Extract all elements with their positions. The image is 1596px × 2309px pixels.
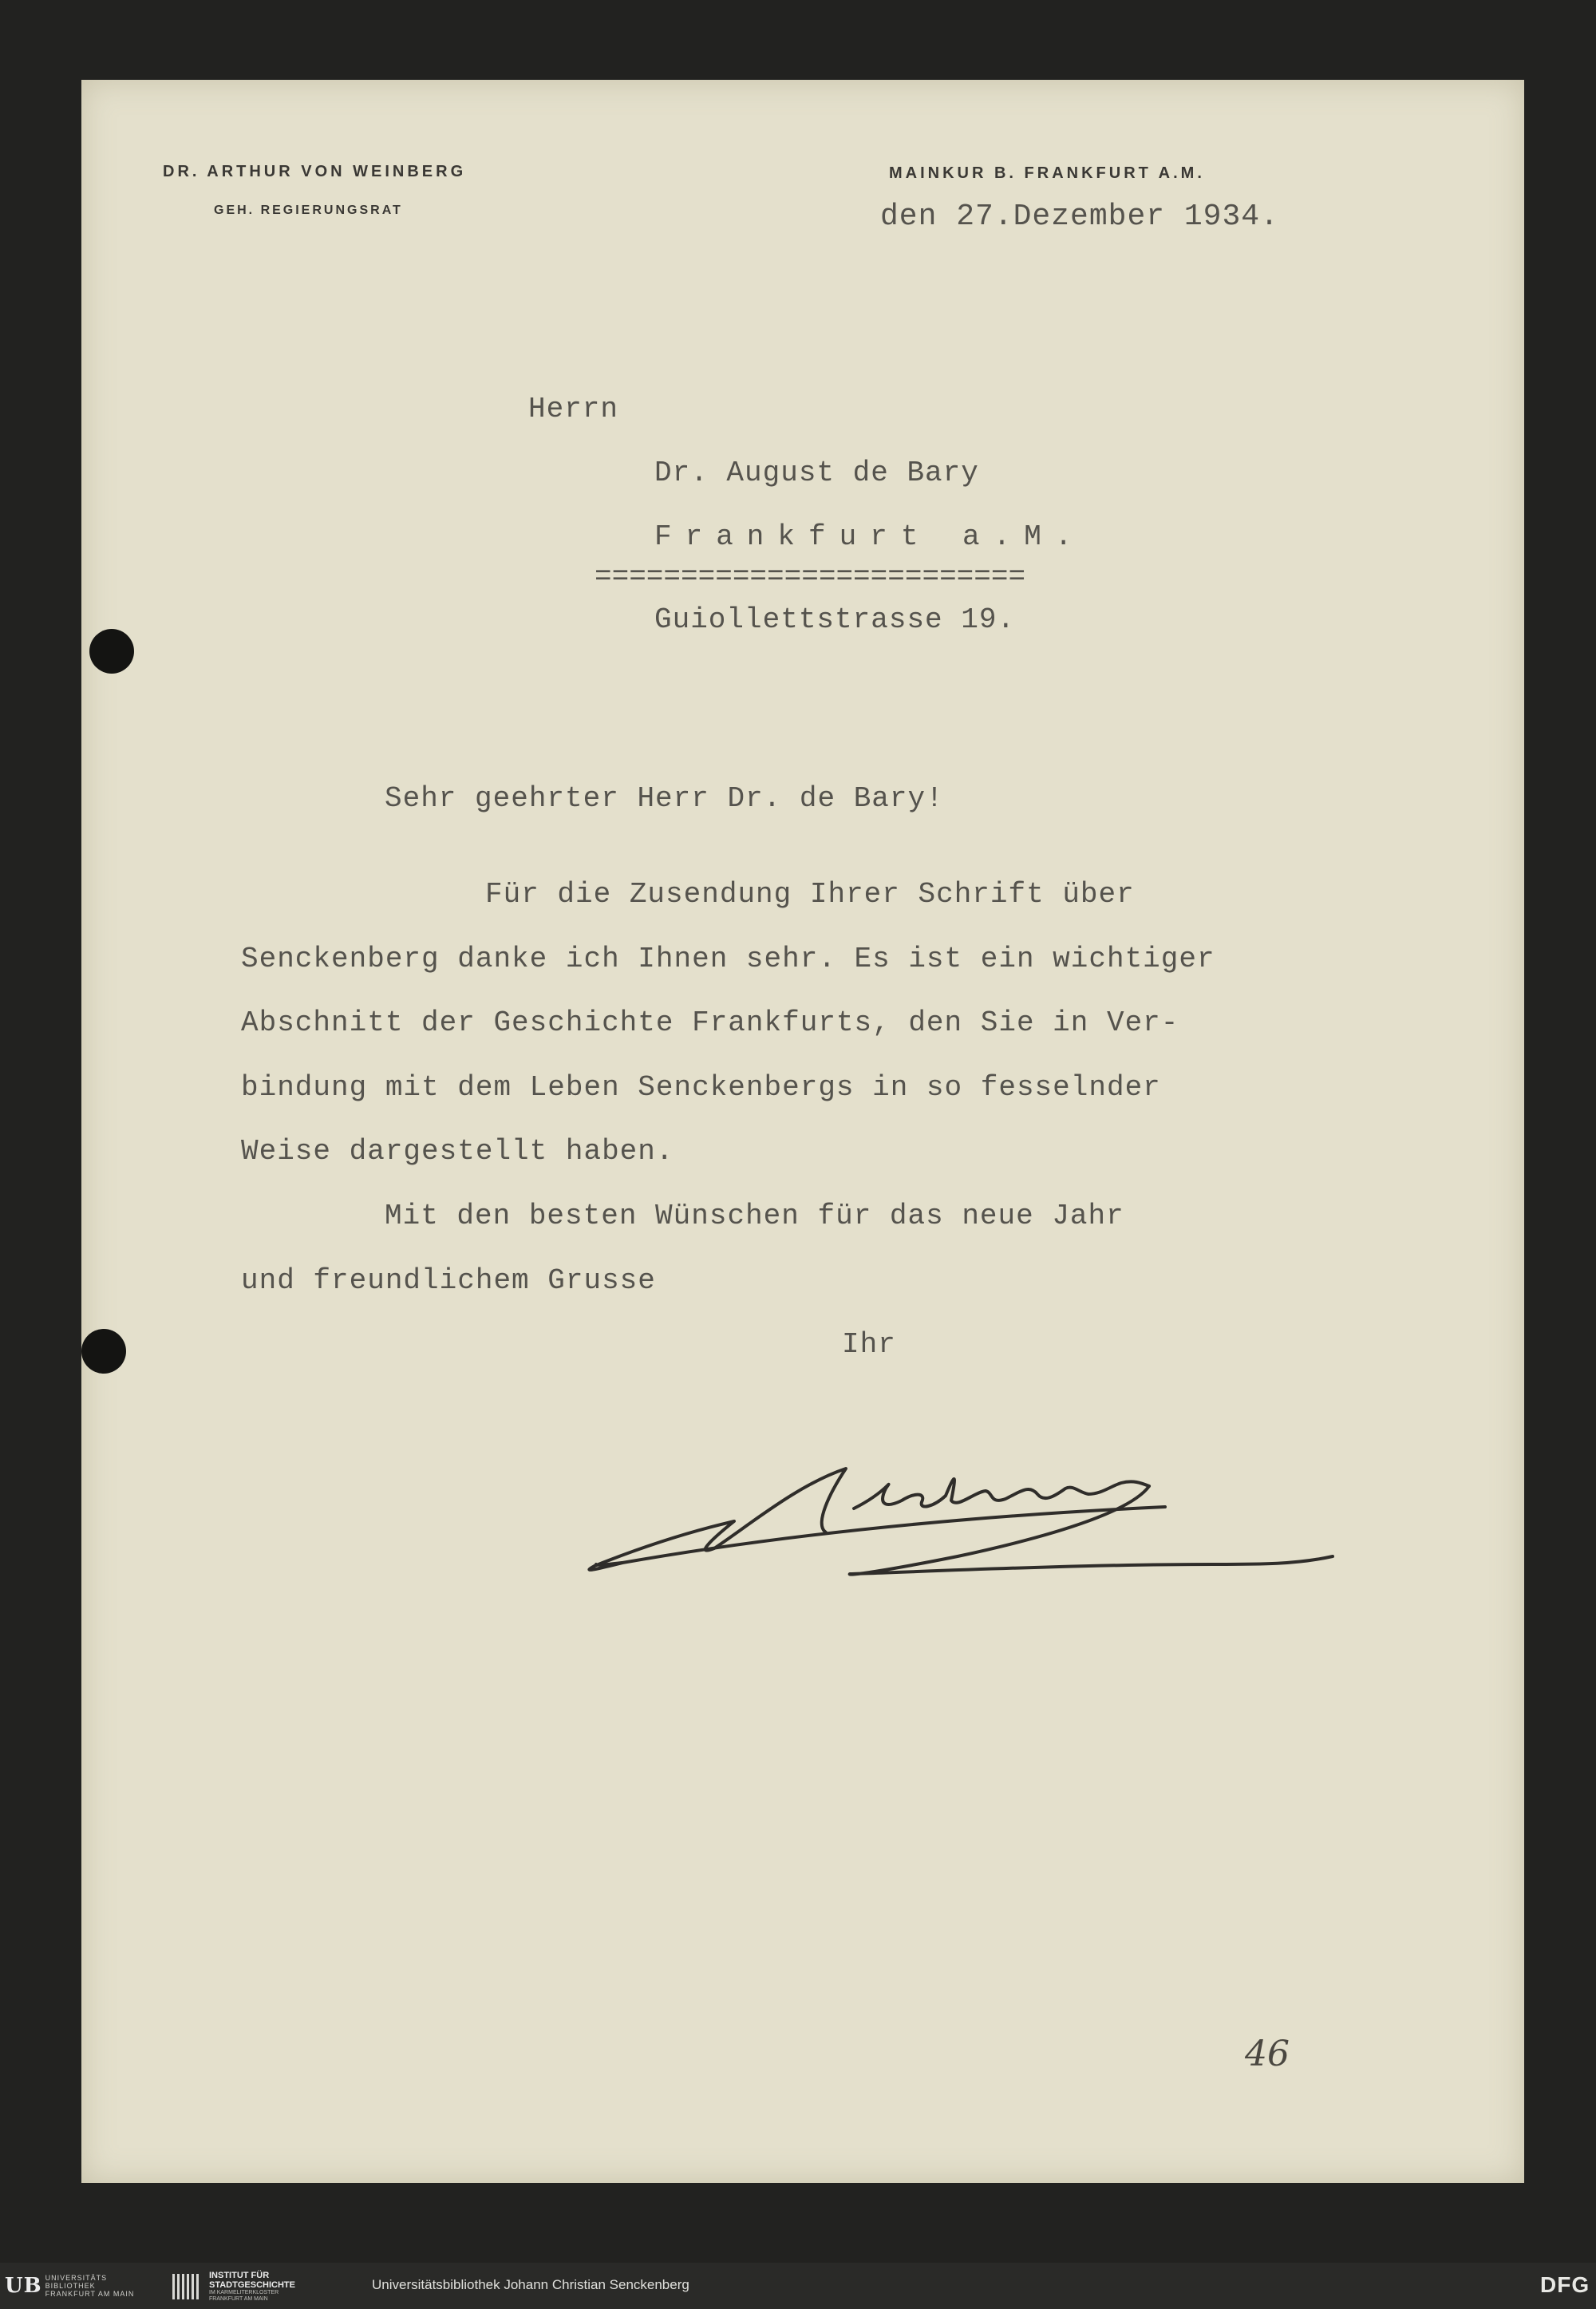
- ub-logo-text-line: FRANKFURT AM MAIN: [45, 2290, 135, 2298]
- letter-date: den 27.Dezember 1934.: [880, 200, 1279, 234]
- letterhead-title: GEH. REGIERUNGSRAT: [214, 204, 403, 217]
- salutation: Sehr geehrter Herr Dr. de Bary!: [385, 782, 944, 815]
- ub-logo[interactable]: [5, 2272, 134, 2299]
- punch-hole: [89, 629, 134, 674]
- isg-logo-line: FRANKFURT AM MAIN: [209, 2296, 268, 2302]
- closing: Ihr: [842, 1328, 896, 1361]
- address-street: Guiollettstrasse 19.: [654, 603, 1016, 636]
- ub-logo-text-line: UNIVERSITÄTS: [45, 2274, 108, 2282]
- address-city: Frankfurt a.M.: [654, 520, 1086, 553]
- letterhead-name: DR. ARTHUR VON WEINBERG: [163, 163, 467, 180]
- isg-logo-line: IM KARMELITERKLOSTER: [209, 2290, 279, 2295]
- ub-logo-text: [45, 2274, 135, 2298]
- viewer-footer-bar: [0, 2263, 1596, 2309]
- ub-logo-mark: UB: [5, 2274, 42, 2298]
- body-line: Weise dargestellt haben.: [241, 1135, 674, 1168]
- letterhead-place: MAINKUR B. FRANKFURT A.M.: [889, 164, 1205, 182]
- isg-logo-line: INSTITUT FÜR: [209, 2271, 270, 2280]
- isg-logo-line: STADTGESCHICHTE: [209, 2280, 295, 2290]
- address-underline: =========================: [595, 560, 1026, 593]
- ub-logo-text-line: BIBLIOTHEK: [45, 2282, 96, 2290]
- isg-logo-text: [209, 2271, 295, 2303]
- dfg-logo[interactable]: DFG: [1540, 2272, 1590, 2297]
- body-line: Mit den besten Wünschen für das neue Jahr: [385, 1200, 1124, 1232]
- handwritten-signature: [511, 1445, 1349, 1604]
- address-herrn: Herrn: [528, 393, 619, 425]
- body-line: Senckenberg danke ich Ihnen sehr. Es ist ein wichtiger: [241, 943, 1215, 975]
- punch-hole: [81, 1329, 126, 1374]
- isg-logo[interactable]: [171, 2271, 295, 2303]
- address-recipient: Dr. August de Bary: [654, 457, 979, 489]
- isg-logo-icon: [171, 2272, 204, 2301]
- letter-sheet: [81, 80, 1524, 2183]
- body-line: Abschnitt der Geschichte Frankfurts, den Sie in Ver-: [241, 1006, 1179, 1039]
- body-line: Für die Zusendung Ihrer Schrift über: [485, 878, 1135, 911]
- folio-number: 46: [1245, 2034, 1290, 2074]
- footer-caption: Universitätsbibliothek Johann Christian Senckenberg: [372, 2277, 689, 2292]
- body-line: bindung mit dem Leben Senckenbergs in so fesselnder: [241, 1071, 1161, 1104]
- body-line: und freundlichem Grusse: [241, 1264, 656, 1297]
